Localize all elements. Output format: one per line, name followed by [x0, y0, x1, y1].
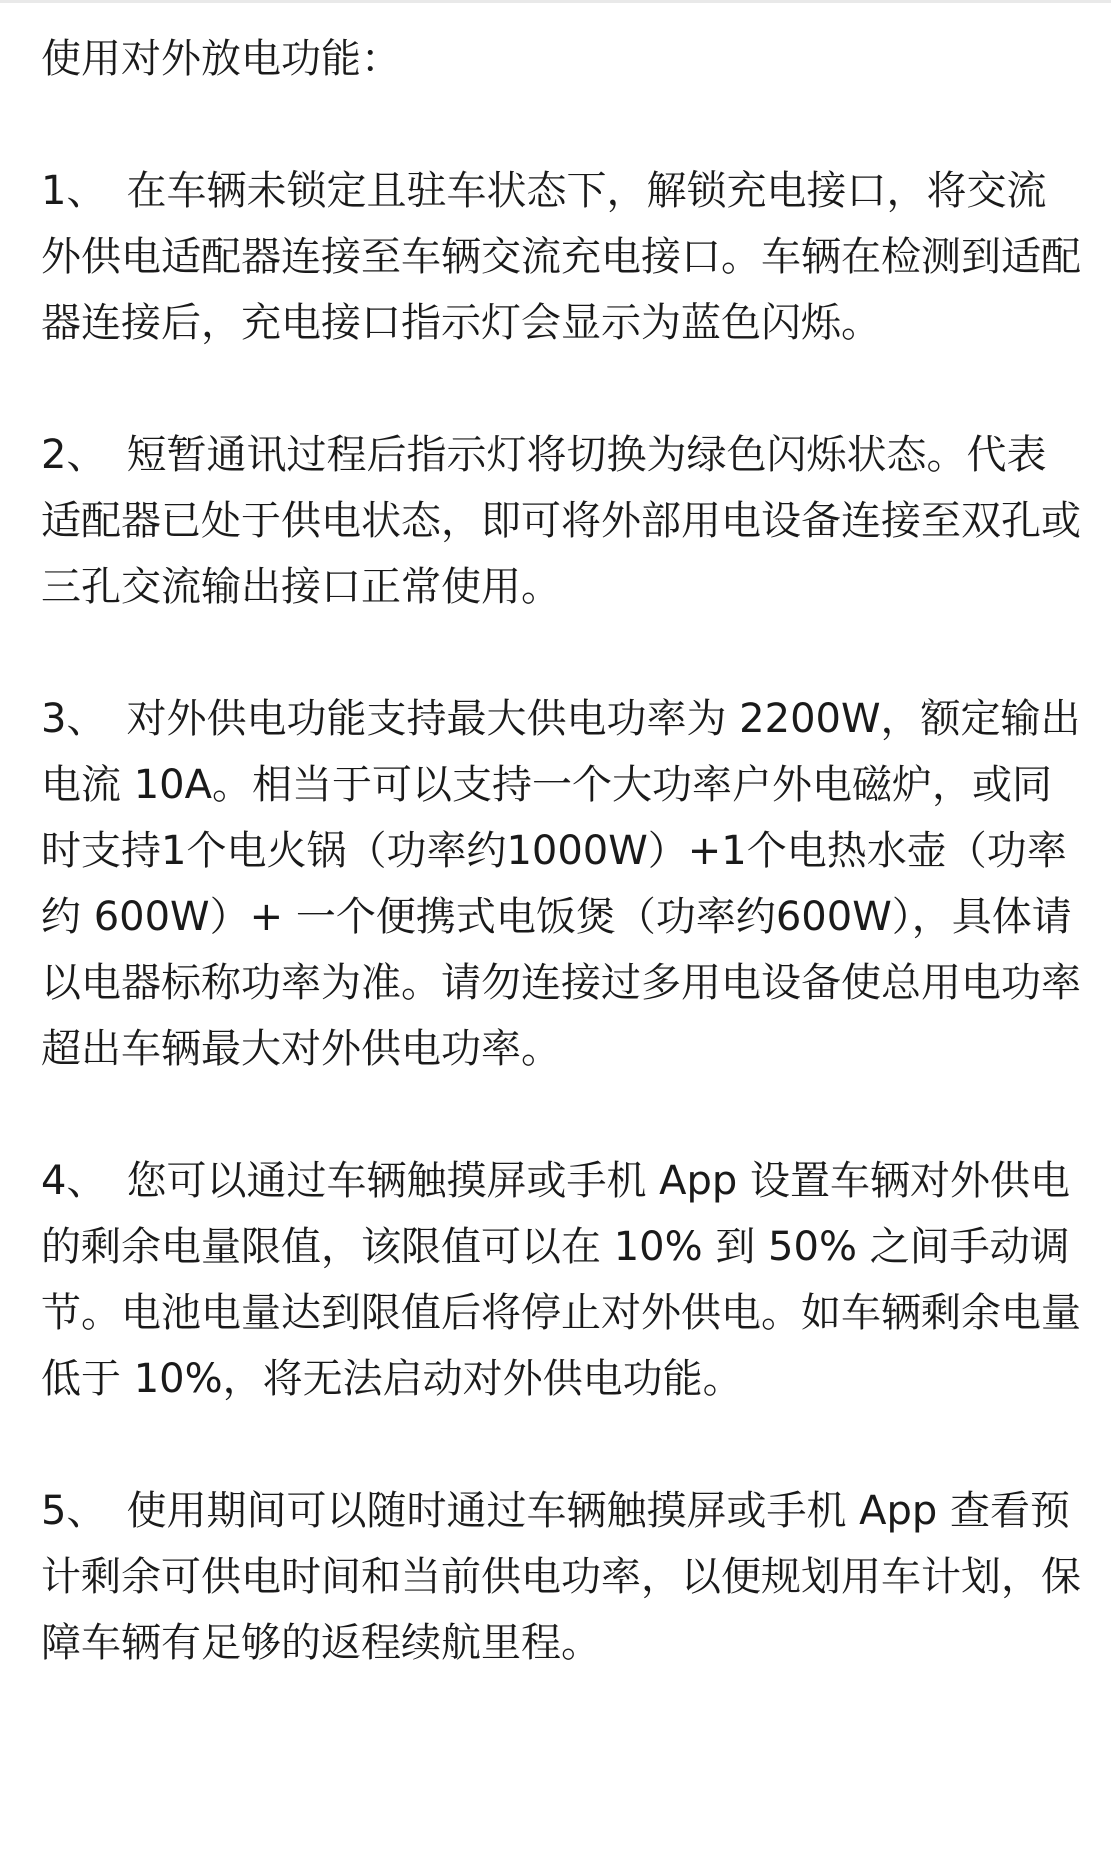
list-item-3: [41, 686, 1081, 1082]
list-item-5: [41, 1478, 1081, 1676]
document-intro: 使用对外放电功能：: [41, 36, 401, 82]
item-text: 对外供电功能支持最大供电功率为 2200W，额定输出电流 10A。相当于可以支持一个大功率户外电磁炉，或同时支持1个电火锅（功率约1000W）+1个电热水壶（功率约 600W）+ 一个便携式电饭煲（功率约600W），具体请以电器标称功率为准。请勿连接过多用电设备使总用电功率超出车辆最大对外供电功率。: [41, 696, 1081, 1072]
list-item-2: [41, 422, 1081, 620]
top-divider: [0, 0, 1111, 3]
item-text: 您可以通过车辆触摸屏或手机 App 设置车辆对外供电的剩余电量限值，该限值可以在 10% 到 50% 之间手动调节。电池电量达到限值后将停止对外供电。如车辆剩余电量低于 10%，将无法启动对外供电功能。: [41, 1158, 1081, 1402]
item-number: 4、: [41, 1158, 107, 1204]
list-item-4: [41, 1148, 1081, 1412]
list-item-1: [41, 158, 1081, 356]
item-text: 短暂通讯过程后指示灯将切换为绿色闪烁状态。代表适配器已处于供电状态，即可将外部用电设备连接至双孔或三孔交流输出接口正常使用。: [41, 432, 1081, 610]
item-number: 2、: [41, 432, 107, 478]
item-text: 在车辆未锁定且驻车状态下，解锁充电接口，将交流外供电适配器连接至车辆交流充电接口。车辆在检测到适配器连接后，充电接口指示灯会显示为蓝色闪烁。: [41, 168, 1081, 346]
item-text: 使用期间可以随时通过车辆触摸屏或手机 App 查看预计剩余可供电时间和当前供电功率，以便规划用车计划，保障车辆有足够的返程续航里程。: [41, 1488, 1081, 1666]
document-body: [41, 26, 1081, 1676]
item-number: 1、: [41, 168, 107, 214]
item-number: 3、: [41, 696, 107, 742]
item-number: 5、: [41, 1488, 107, 1534]
